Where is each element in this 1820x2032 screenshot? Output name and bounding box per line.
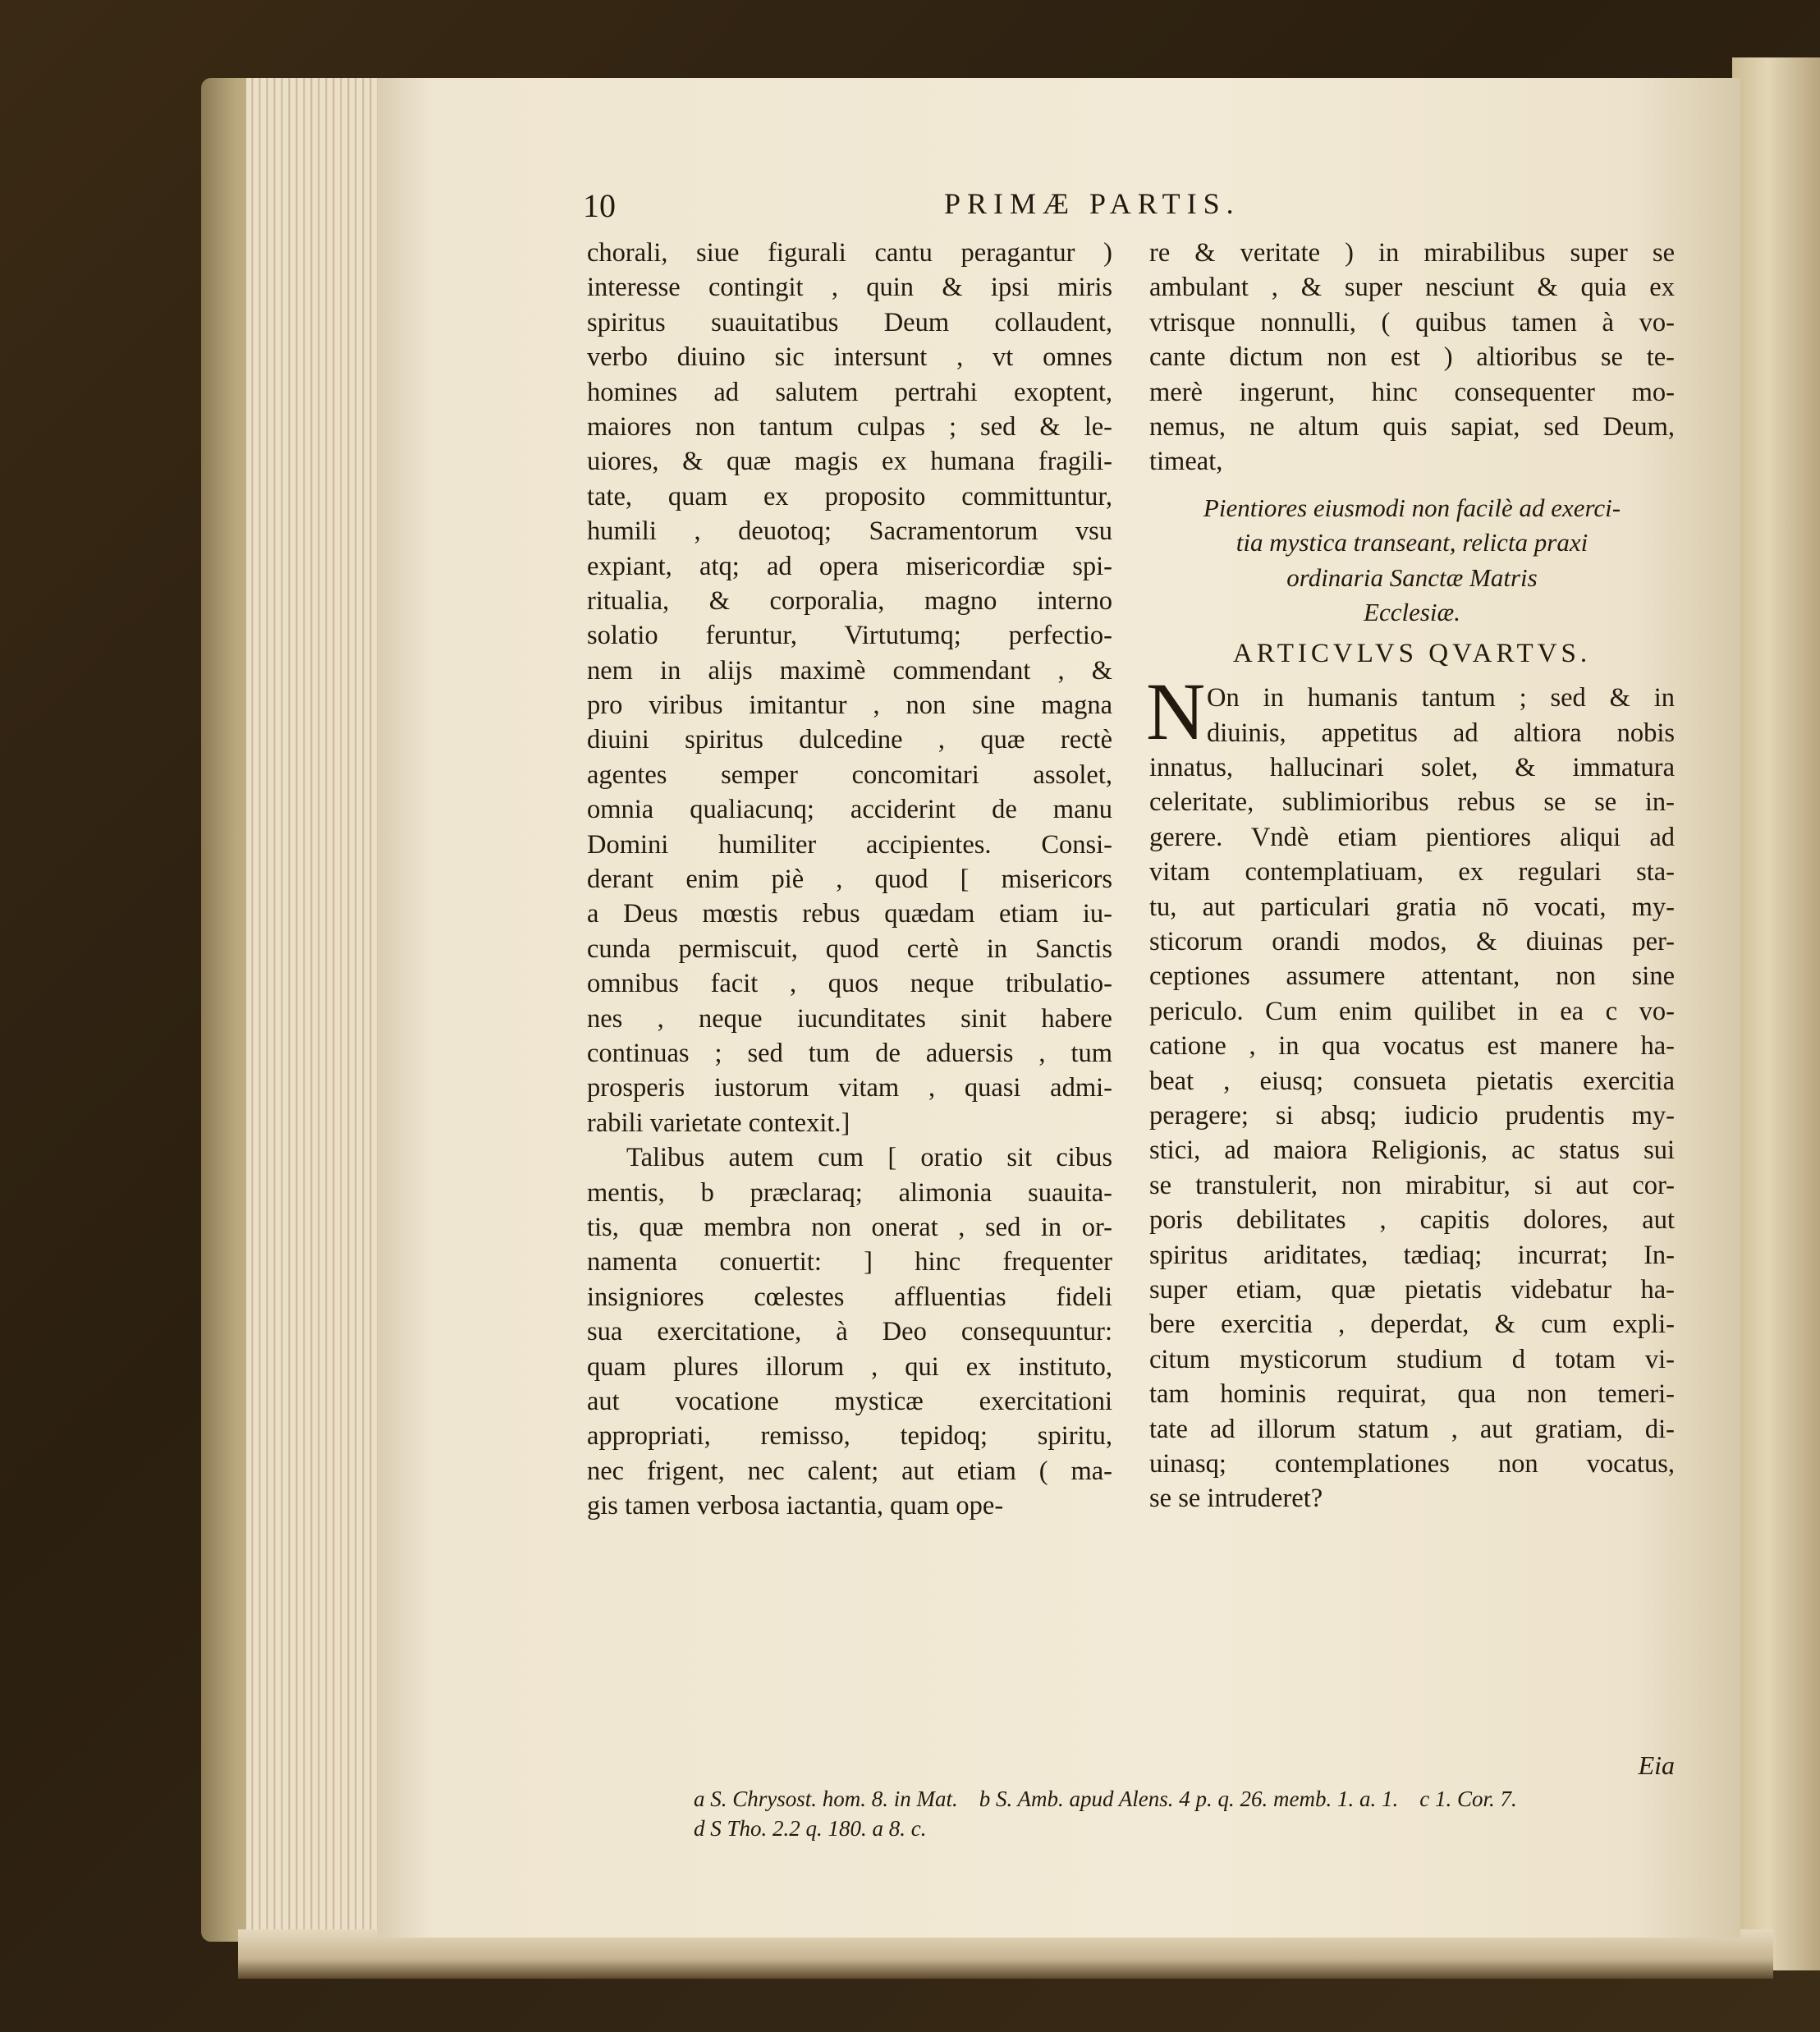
text-line: tate, quam ex proposito committuntur, [587,481,1112,511]
text-line: spiritus ariditates, tædiaq; incurrat; In- [1149,1240,1675,1270]
footnote: a S. Chrysost. hom. 8. in Mat. [694,1787,958,1811]
text-line: vitam contemplatiuam, ex regulari sta- [1149,857,1675,888]
text-line: merè ingerunt, hinc consequenter mo- [1149,377,1675,407]
text-line: poris debilitates , capitis dolores, aut [1149,1205,1675,1236]
text-line: ambulant , & super nesciunt & quia ex [1149,273,1675,303]
text-line: prosperis iustorum vitam , quasi admi- [587,1073,1112,1103]
footnote: c 1. Cor. 7. [1419,1787,1517,1811]
text-line: timeat, [1149,447,1223,477]
text-line: tate ad illorum statum , aut gratiam, di- [1149,1414,1675,1444]
text-line: omnibus facit , quos neque tribulatio- [587,969,1112,999]
text-line: nem in alijs maximè commendant , & [587,655,1112,686]
text-line: insigniores cœlestes affluentias fideli [587,1282,1112,1312]
text-line: tis, quæ membra non onerat , sed in or- [587,1212,1112,1242]
text-line: expiant, atq; ad opera misericordiæ spi- [587,551,1112,581]
right-column-opening-lines [1149,236,1675,479]
text-line: a Deus mœstis rebus quædam etiam iu- [587,899,1112,929]
text-line: stici, ad maiora Religionis, ac status sui [1149,1135,1675,1166]
page-header [583,186,1666,236]
text-line: quam plures illorum , qui ex instituto, [587,1351,1112,1382]
text-line: chorali, siue figurali cantu peragantur ) [587,238,1112,268]
right-cover-board [1732,57,1820,1970]
text-line: vtrisque nonnulli, ( quibus tamen à vo- [1149,307,1675,337]
text-line: uinasq; contemplationes non vocatus, [1149,1448,1675,1479]
text-line: spiritus suauitatibus Deum collaudent, [587,307,1112,337]
text-line: cunda permiscuit, quod certè in Sanctis [587,933,1112,964]
article-title: ARTICVLVS QVARTVS. [1232,639,1592,669]
text-line: re & veritate ) in mirabilibus super se [1149,238,1675,268]
section-subheading [1149,491,1675,631]
text-line: se se intruderet? [1149,1484,1323,1514]
text-line: aut vocatione mysticæ exercitationi [587,1386,1112,1416]
text-line: homines ad salutem pertrahi exoptent, [587,377,1112,407]
text-line: humili , deuotoq; Sacramentorum vsu [587,516,1112,547]
text-line: peragere; si absq; iudicio prudentis my- [1149,1100,1675,1131]
text-line: mentis, b præclaraq; alimonia suauita- [587,1177,1112,1208]
text-line: sua exercitatione, à Deo consequuntur: [587,1317,1112,1347]
text-line: beat , eiusq; consueta pietatis exercitia [1149,1066,1675,1096]
dropcap-paragraph-start [1146,666,1675,758]
text-line: namenta conuertit: ] hinc frequenter [587,1247,1112,1277]
text-line: sticorum orandi modos, & diuinas per- [1149,927,1675,957]
page-number: 10 [583,187,616,224]
text-line: se transtulerit, non mirabitur, si aut cor- [1149,1170,1675,1200]
subheading-line: tia mystica transeant, relicta praxi [1235,528,1588,557]
right-text-column [1146,236,1675,1516]
stacked-page-edges [246,78,386,1946]
text-line: tam hominis requirat, qua non temeri- [1149,1379,1675,1410]
text-line: verbo diuino sic intersunt , vt omnes [587,342,1112,373]
text-line: continuas ; sed tum de aduersis , tum [587,1038,1112,1068]
text-line: diuinis, appetitus ad altiora nobis [1207,718,1675,748]
text-line: Talibus autem cum [ oratio sit cibus [626,1143,1112,1173]
dropcap-letter: N [1146,666,1206,758]
text-line: maiores non tantum culpas ; sed & le- [587,411,1112,442]
text-line: celeritate, sublimioribus rebus se se in- [1149,787,1675,818]
text-line: omnia qualiacunq; acciderint de manu [587,795,1112,825]
subheading-line: Ecclesiæ. [1364,597,1460,626]
text-line: uiores, & quæ magis ex humana fragili- [587,447,1112,477]
text-line: cante dictum non est ) altioribus se te- [1149,342,1675,373]
text-line: gis tamen verbosa iactantia, quam ope- [587,1491,1004,1521]
right-column-body [1149,750,1675,1516]
text-line: innatus, hallucinari solet, & immatura [1149,753,1675,783]
text-line: interesse contingit , quin & ipsi miris [587,273,1112,303]
text-line: nemus, ne altum quis sapiat, sed Deum, [1149,411,1675,442]
text-line: ceptiones assumere attentant, non sine [1149,961,1675,992]
text-line: catione , in qua vocatus est manere ha- [1149,1031,1675,1062]
subheading-line: Pientiores eiusmodi non facilè ad exerci- [1203,493,1621,522]
text-line: pro viribus imitantur , non sine magna [587,690,1112,721]
footnote: d S Tho. 2.2 q. 180. a 8. c. [694,1816,927,1841]
left-text-column [587,236,1112,1523]
book-page [378,78,1740,1938]
text-line: On in humanis tantum ; sed & in [1207,683,1675,713]
text-line: diuini spiritus dulcedine , quæ rectè [587,725,1112,755]
text-line: citum mysticorum studium d totam vi- [1149,1344,1675,1374]
subheading-line: ordinaria Sanctæ Matris [1286,562,1538,592]
footnote: b S. Amb. apud Alens. 4 p. q. 26. memb. 1. a. 1. [979,1787,1399,1811]
text-line: nes , neque iucunditates sinit habere [587,1003,1112,1034]
catchword: Eia [1638,1750,1675,1780]
text-line: gerere. Vndè etiam pientiores aliqui ad [1149,822,1675,852]
text-line: Domini humiliter accipientes. Consi- [587,829,1112,860]
text-line: bere exercitia , deperdat, & cum expli- [1149,1310,1675,1340]
text-line: super etiam, quæ pietatis videbatur ha- [1149,1274,1675,1305]
text-line: rabili varietate contexit.] [587,1108,850,1138]
text-line: agentes semper concomitari assolet, [587,759,1112,790]
footnotes [694,1784,1720,1843]
text-line: periculo. Cum enim quilibet in ea c vo- [1149,996,1675,1026]
text-line: appropriati, remisso, tepidoq; spiritu, [587,1421,1112,1452]
running-head: PRIMÆ PARTIS. [944,187,1240,220]
text-line: nec frigent, nec calent; aut etiam ( ma- [587,1456,1112,1486]
text-line: solatio feruntur, Virtutumq; perfectio- [587,621,1112,651]
text-line: ritualia, & corporalia, magno interno [587,585,1112,616]
text-line: tu, aut particulari gratia nō vocati, my- [1149,892,1675,922]
text-line: derant enim piè , quod [ misericors [587,865,1112,895]
